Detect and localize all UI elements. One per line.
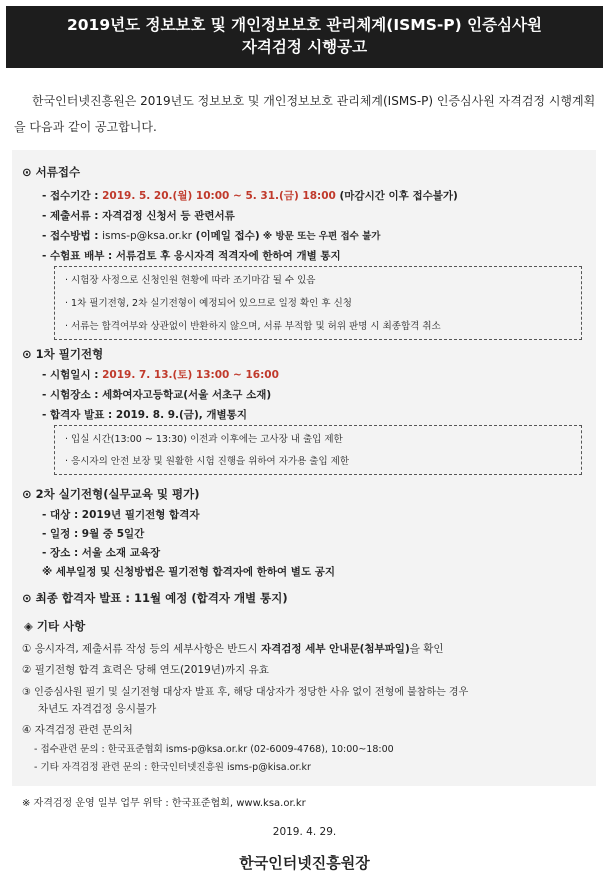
submission-email: isms-p@ksa.or.kr <box>102 230 192 242</box>
submission-method-note: ※ 방문 또는 우편 접수 불가 <box>259 231 381 242</box>
submission-note: · 시험장 사정으로 신청인원 현황에 따라 조기마감 될 수 있음 <box>65 275 316 286</box>
title-banner <box>6 6 603 68</box>
exam-place: - 시험장소 : 세화여자고등학교(서울 서초구 소재) <box>42 389 272 401</box>
etc-item-3-line-1: ③ 인증심사원 필기 및 실기전형 대상자 발표 후, 해당 대상자가 정당한 사유 없이 전형에 불참하는 경우 <box>22 687 469 698</box>
submission-period-note: (마감시간 이후 접수불가) <box>335 190 458 202</box>
exam-datetime-label: - 시험일시 : <box>42 369 103 381</box>
submission-period-label: - 접수기간 : <box>42 190 103 202</box>
etc-item-2: ② 필기전형 합격 효력은 당해 연도(2019년)까지 유효 <box>22 664 269 676</box>
etc-heading: ◈ 기타 사항 <box>24 619 86 633</box>
contact-submission: - 접수관련 문의 : 한국표준협회 isms-p@ksa.or.kr (02-6009-4768), 10:00~18:00 <box>34 744 394 755</box>
practical-place: - 장소 : 서울 소재 교육장 <box>42 547 161 559</box>
etc-item-4: ④ 자격검정 관련 문의처 <box>22 724 133 736</box>
section-document-submission-heading: ⊙ 서류접수 <box>22 165 81 179</box>
intro-paragraph: 한국인터넷진흥원은 2019년도 정보보호 및 개인정보보호 관리체계(ISMS-P) 인증심사원 자격검정 시행계획을 다음과 같이 공고합니다. <box>14 94 596 134</box>
contact-other: - 기타 자격검정 관련 문의 : 한국인터넷진흥원 isms-p@kisa.or.kr <box>34 762 311 773</box>
etc-item-3-line-2: 차년도 자격검정 응시불가 <box>38 703 157 715</box>
exam-result: - 합격자 발표 : 2019. 8. 9.(금), 개별통지 <box>42 409 247 421</box>
title-line-2: 자격검정 시행공고 <box>241 38 368 56</box>
exam-datetime <box>42 367 279 382</box>
submission-period <box>42 188 458 203</box>
section-practical-exam-heading: ⊙ 2차 실기전형(실무교육 및 평가) <box>22 487 200 501</box>
signature: 한국인터넷진흥원장 <box>239 854 370 872</box>
admission-ticket: - 수험표 배부 : 서류검토 후 응시자격 적격자에 한하여 개별 통지 <box>42 250 341 262</box>
submission-method-label: - 접수방법 : <box>42 230 103 242</box>
exam-note: · 응시자의 안전 보장 및 원활한 시험 진행을 위하여 자가용 출입 제한 <box>65 456 350 467</box>
etc-item-1 <box>22 641 444 656</box>
submission-method <box>42 228 380 243</box>
notice-date: 2019. 4. 29. <box>272 826 337 838</box>
etc-item-1-c: 을 확인 <box>409 643 444 655</box>
practical-schedule: - 일정 : 9월 중 5일간 <box>42 528 145 540</box>
submission-documents: - 제출서류 : 자격검정 신청서 등 관련서류 <box>42 210 235 222</box>
submission-method-bold: (이메일 접수) <box>192 230 260 242</box>
exam-notes-box <box>54 425 582 475</box>
submission-note: · 서류는 합격여부와 상관없이 반환하지 않으며, 서류 부적합 및 허위 판명 시 최종합격 취소 <box>65 321 441 332</box>
exam-note: · 입실 시간(13:00 ~ 13:30) 이전과 이후에는 고사장 내 출입 제한 <box>65 434 343 445</box>
footnote: ※ 자격검정 운영 일부 업무 위탁 : 한국표준협회, www.ksa.or.kr <box>22 798 306 809</box>
submission-notes-box <box>54 266 582 340</box>
etc-item-1-a: ① 응시자격, 제출서류 작성 등의 세부사항은 반드시 <box>22 643 261 655</box>
section-written-exam-heading: ⊙ 1차 필기전형 <box>22 347 104 361</box>
title-line-1: 2019년도 정보보호 및 개인정보보호 관리체계(ISMS-P) 인증심사원 <box>66 16 542 34</box>
notice-panel <box>12 150 596 786</box>
practical-note: ※ 세부일정 및 신청방법은 필기전형 합격자에 한하여 별도 공지 <box>42 566 336 578</box>
section-final-result: ⊙ 최종 합격자 발표 : 11월 예정 (합격자 개별 통지) <box>22 591 288 605</box>
practical-target: - 대상 : 2019년 필기전형 합격자 <box>42 509 200 521</box>
exam-datetime-value: 2019. 7. 13.(토) 13:00 ~ 16:00 <box>102 369 279 381</box>
etc-item-1-b: 자격검정 세부 안내문(첨부파일) <box>260 643 410 655</box>
submission-period-value: 2019. 5. 20.(월) 10:00 ~ 5. 31.(금) 18:00 <box>102 190 336 202</box>
submission-note: · 1차 필기전형, 2차 실기전형이 예정되어 있으므로 일정 확인 후 신청 <box>65 298 352 309</box>
